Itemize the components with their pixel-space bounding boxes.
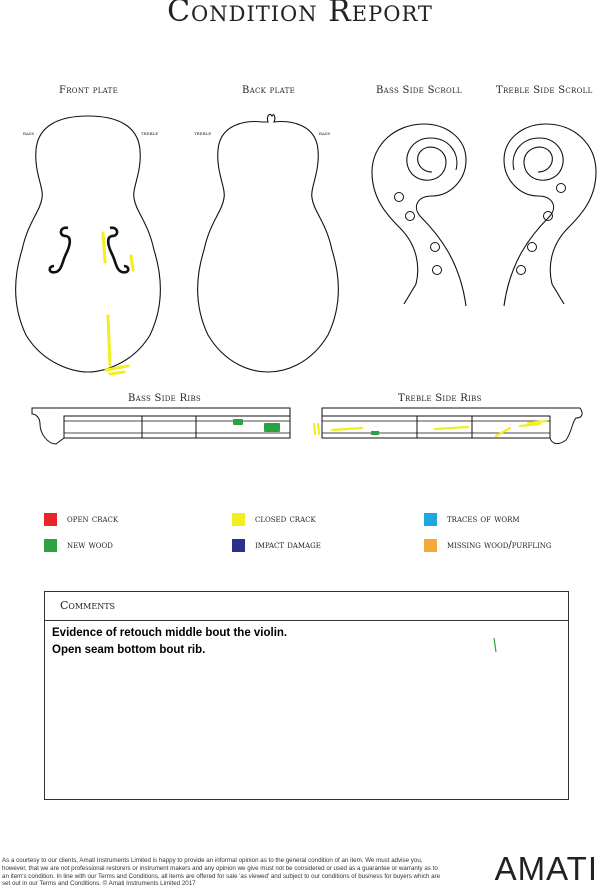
legend-impact-damage: impact damage <box>232 539 321 552</box>
treble-rib-crack-marks <box>314 421 546 436</box>
back-treble-label: treble <box>194 130 212 137</box>
legend-open-crack: open crack <box>44 513 118 526</box>
treble-rib-new-wood-mark <box>371 431 379 435</box>
traces-of-worm-swatch <box>424 513 437 526</box>
open-crack-swatch <box>44 513 57 526</box>
treble-ribs-label: Treble Side Ribs <box>398 393 482 404</box>
comment-line-1: Evidence of retouch middle bout the violin. <box>52 627 288 639</box>
new-wood-swatch <box>44 539 57 552</box>
front-bass-label: bass <box>23 130 35 137</box>
page-title: Condition Report <box>167 0 433 29</box>
front-treble-label: treble <box>141 130 159 137</box>
footer-disclaimer: As a courtesy to our clients, Amati Instruments Limited is happy to provide an informal opinion as to the general condition of an item. We must advise you, however, that we are not professional restorers or instrument makers and any opinion we give must not be considered or used as a guarantee or warranty as to an item's condition. In line with our Terms and Conditions, all items are offered for sale 'as viewed' and subject to our conditions of business for buyers which are set out in our Terms and Conditions. © Amati Instruments Limited 2017 <box>2 857 441 888</box>
bass-ribs-label: Bass Side Ribs <box>128 393 202 404</box>
comment-line-2: Open seam bottom bout rib. <box>52 644 206 656</box>
legend-traces-of-worm: traces of worm <box>424 513 520 526</box>
back-plate-label: Back plate <box>242 85 295 96</box>
legend-missing-wood: missing wood/purfling <box>424 539 551 552</box>
missing-wood-swatch <box>424 539 437 552</box>
comments-box <box>44 591 569 800</box>
front-plate-label: Front plate <box>59 85 119 96</box>
closed-crack-swatch <box>232 513 245 526</box>
brand-logo: AMATI <box>494 850 598 887</box>
bass-scroll-label: Bass Side Scroll <box>376 85 462 96</box>
impact-damage-swatch <box>232 539 245 552</box>
treble-scroll-label: Treble Side Scroll <box>496 85 593 96</box>
legend-closed-crack: closed crack <box>232 513 316 526</box>
comment-pen-mark <box>45 592 570 801</box>
back-bass-label: bass <box>319 130 331 137</box>
comments-heading: Comments <box>45 592 568 621</box>
legend-new-wood: new wood <box>44 539 113 552</box>
